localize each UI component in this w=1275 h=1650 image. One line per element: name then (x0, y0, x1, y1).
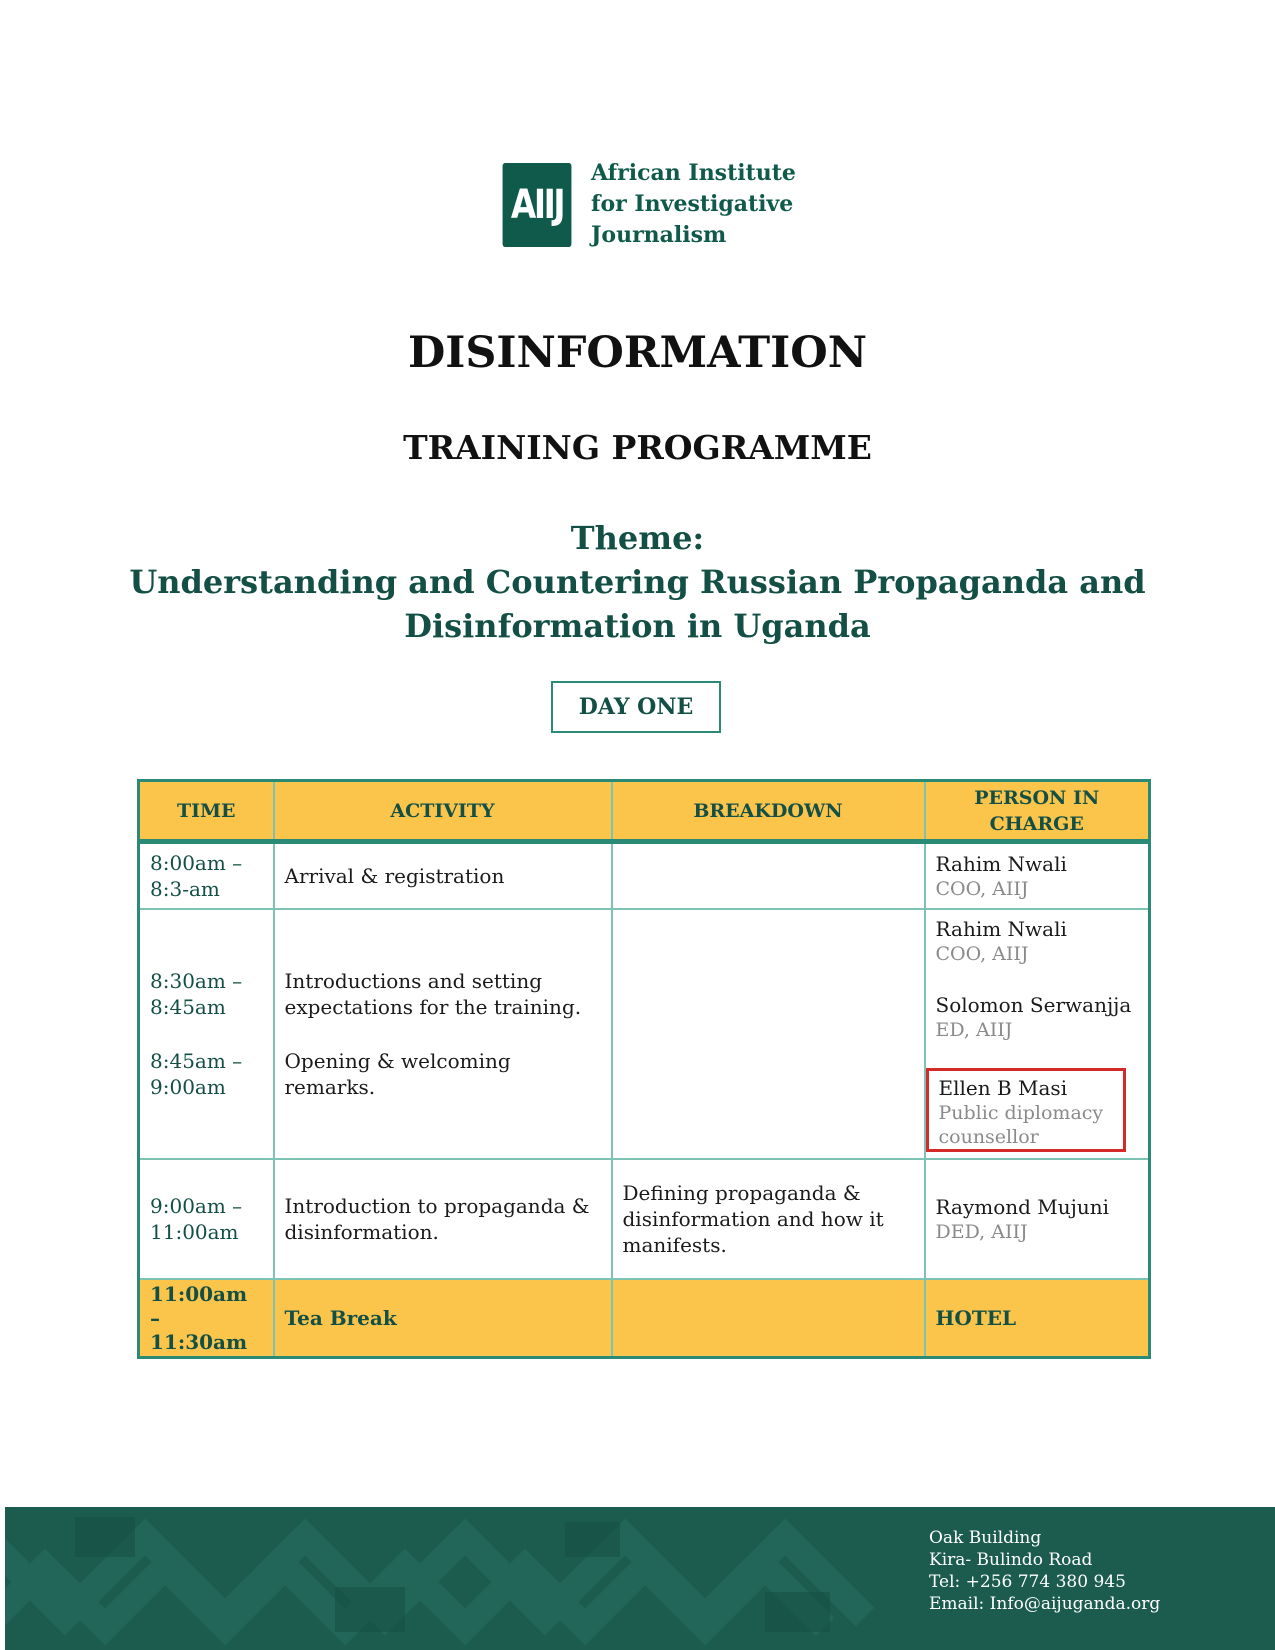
person-name: Rahim Nwali (935, 917, 1067, 941)
activity-item (285, 968, 601, 1020)
time-start: 8:00am – (150, 851, 243, 875)
header-breakdown: BREAKDOWN (612, 781, 925, 842)
breakdown-line: disinformation and how it (622, 1207, 884, 1231)
activity-line: remarks. (284, 1075, 376, 1099)
theme-label: Theme: (570, 519, 705, 557)
table-row (139, 1159, 1150, 1279)
footer-banner (5, 1507, 1275, 1650)
document-title: DISINFORMATION (407, 328, 868, 378)
person-role: COO, AIIJ (935, 878, 1029, 900)
person-role: counsellor (938, 1126, 1039, 1148)
footer-line: Tel: +256 774 380 945 (929, 1572, 1126, 1592)
person-name: Raymond Mujuni (935, 1195, 1110, 1219)
header-time: TIME (139, 781, 274, 842)
person-role: DED, AIIJ (935, 1221, 1028, 1243)
header-person-line-2: CHARGE (989, 812, 1084, 835)
time-end: 11:30am (150, 1330, 248, 1354)
person-entry (936, 992, 1139, 1042)
highlighted-person-entry (926, 1068, 1127, 1152)
person-cell: HOTEL (925, 1279, 1150, 1358)
table-row (139, 842, 1150, 910)
breakdown-line: Defining propaganda & (622, 1181, 861, 1205)
breakdown-cell (612, 1159, 925, 1279)
person-name: Solomon Serwanjja (935, 993, 1132, 1017)
tea-break-row (139, 1279, 1150, 1358)
person-role: COO, AIIJ (935, 943, 1029, 965)
time-end: 9:00am (150, 1075, 226, 1099)
activity-item (285, 1048, 601, 1100)
activity-cell: Arrival & registration (274, 842, 612, 910)
breakdown-cell (612, 909, 925, 1159)
time-start: 8:30am – (150, 969, 243, 993)
time-start: 8:45am – (150, 1049, 243, 1073)
header-activity: ACTIVITY (274, 781, 612, 842)
time-cell (139, 1279, 274, 1358)
time-cell (139, 909, 274, 1159)
person-cell (925, 842, 1150, 910)
activity-line: disinformation. (284, 1220, 439, 1244)
person-role: ED, AIIJ (935, 1019, 1013, 1041)
activity-cell (274, 1159, 612, 1279)
logo-line-1: African Institute (591, 160, 796, 186)
header-person-line-1: PERSON IN (974, 786, 1100, 809)
theme-line-1: Understanding and Countering Russian Propaganda and (129, 563, 1146, 601)
time-end: 8:3-am (150, 877, 220, 901)
breakdown-cell (612, 1279, 925, 1358)
day-label-box: DAY ONE (551, 681, 721, 733)
theme-line-2: Disinformation in Uganda (404, 607, 871, 645)
time-start: 11:00am – (150, 1282, 248, 1330)
footer-line: Email: Info@aijuganda.org (929, 1594, 1161, 1614)
activity-line: Introductions and setting (284, 969, 542, 993)
time-start: 9:00am – (150, 1194, 243, 1218)
header-person-in-charge (925, 781, 1150, 842)
time-end: 8:45am (150, 995, 226, 1019)
logo-line-3: Journalism (591, 222, 727, 248)
time-cell (139, 1159, 274, 1279)
activity-line: expectations for the training. (284, 995, 582, 1019)
footer-address (929, 1527, 1160, 1615)
person-role: Public diplomacy (938, 1102, 1104, 1124)
breakdown-cell (612, 842, 925, 910)
time-slot (150, 1048, 263, 1100)
table-row (139, 909, 1150, 1159)
document-subtitle: TRAINING PROGRAMME (403, 428, 872, 467)
logo (495, 158, 796, 251)
person-cell (925, 909, 1150, 1159)
table-header-row (139, 781, 1150, 842)
activity-cell: Tea Break (274, 1279, 612, 1358)
breakdown-line: manifests. (622, 1233, 727, 1257)
activity-cell (274, 909, 612, 1159)
time-end: 11:00am (150, 1220, 239, 1244)
logo-text (591, 158, 796, 251)
time-cell (139, 842, 274, 910)
person-name: Rahim Nwali (935, 852, 1067, 876)
person-entry (936, 916, 1139, 966)
footer-line: Oak Building (929, 1528, 1042, 1548)
person-name: Ellen B Masi (938, 1076, 1068, 1100)
time-slot (150, 968, 263, 1020)
theme-block (0, 516, 1275, 648)
logo-mark: AIIJ (503, 163, 572, 247)
logo-line-2: for Investigative (591, 191, 794, 217)
activity-line: Opening & welcoming (284, 1049, 511, 1073)
person-cell (925, 1159, 1150, 1279)
activity-line: Introduction to propaganda & (284, 1194, 590, 1218)
schedule-table (137, 779, 1151, 1359)
footer-line: Kira- Bulindo Road (929, 1550, 1093, 1570)
